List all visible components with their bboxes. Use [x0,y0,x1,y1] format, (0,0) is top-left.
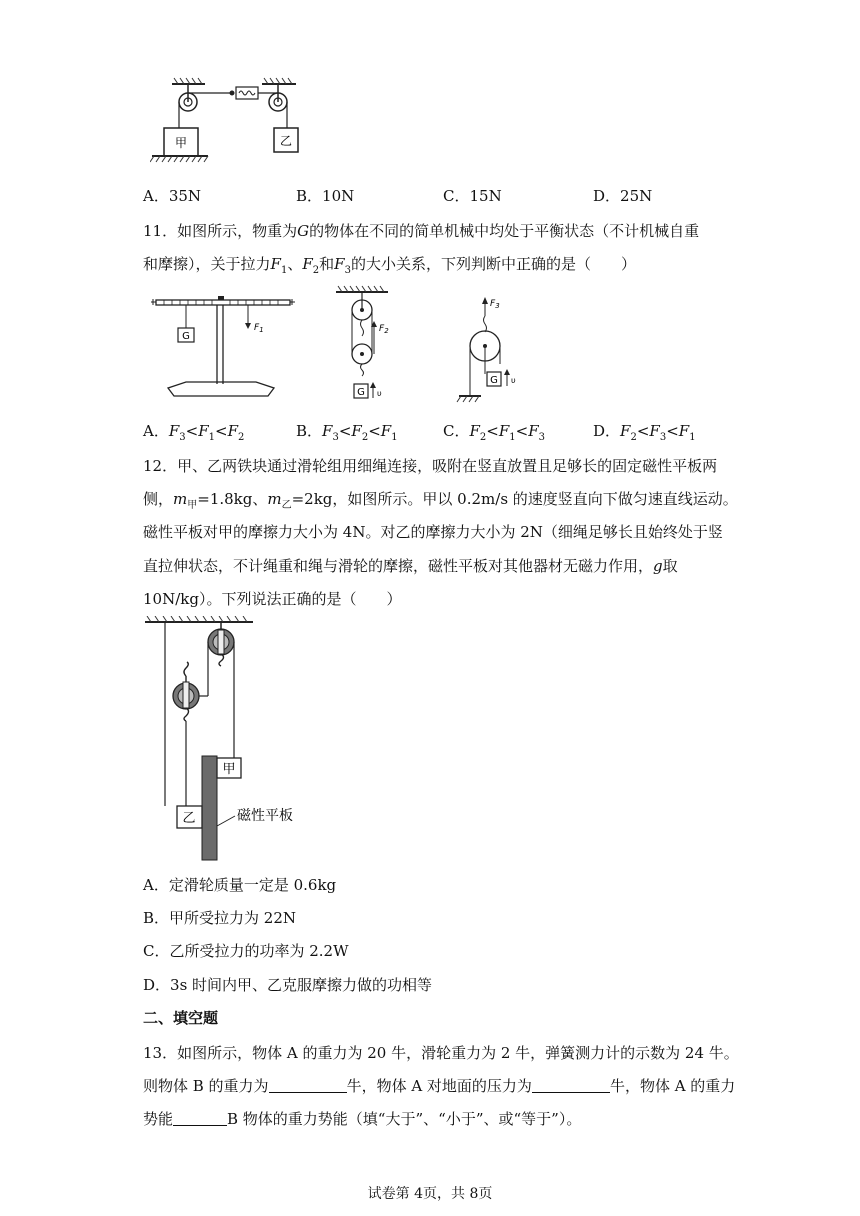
q12-line4: 直拉伸状态，不计绳重和绳与滑轮的摩擦，磁性平板对其他器材无磁力作用，g取 [143,557,678,575]
q12-block-yi: 乙 [182,811,196,826]
q11-lever-weight-label: G [182,331,190,342]
q10-option-b: B．10N [296,187,355,205]
q12-line3: 磁性平板对甲的摩擦力大小为 4N。对乙的摩擦力大小为 2N（细绳足够长且始终处于竖 [143,523,723,541]
q10-option-c: C．15N [443,187,502,205]
q11-f1-label: $F_1$ [254,323,264,334]
q12-board-label: 磁性平板 [237,808,293,824]
q11-lever-figure [148,290,298,400]
q12-figure [143,616,343,866]
q10-block-yi: 乙 [279,134,293,148]
q12-block-jia: 甲 [222,762,236,777]
q10-figure [150,76,310,168]
q10-block-jia: 甲 [174,136,188,150]
q11-movable-pulley-figure [455,294,535,404]
q11-option-d: D．$F_2<F_3<F_1$ [593,422,696,443]
q11-v-label-3: υ [511,376,516,385]
q12-option-d: D．3s 时间内甲、乙克服摩擦力做的功相等 [143,976,433,994]
q12-option-a: A．定滑轮质量一定是 0.6kg [143,876,337,894]
page-footer: 试卷第 4页，共 8页 [367,1186,493,1202]
q13-line2: 则物体 B 的重力为 牛，物体 A 对地面的压力为 牛，物体 A 的重力 [143,1077,736,1095]
q11-v-label-2: υ [377,389,382,398]
q11-movable-weight-label: G [490,375,498,386]
q11-option-c: C．$F_2<F_1<F_3$ [443,422,546,443]
q11-line1: 11．如图所示，物重为G的物体在不同的简单机械中均处于平衡状态（不计机械自重 [143,222,700,240]
q13-blank-2[interactable] [532,1076,610,1093]
q12-option-b: B．甲所受拉力为 22N [143,909,297,927]
q13-line3: 势能 B 物体的重力势能（填“大于”、“小于”、或“等于”）。 [143,1110,582,1128]
q10-option-d: D．25N [593,187,653,205]
q13-blank-1[interactable] [269,1076,347,1093]
q11-pulley-weight-label: G [357,387,365,398]
q11-pulley-block-figure [330,284,410,404]
section-title: 二、填空题 [143,1009,219,1027]
q11-option-a: A．$F_3<F_1<F_2$ [143,422,245,443]
q11-line2: 和摩擦），关于拉力$F_1$、$F_2$和$F_3$的大小关系，下列判断中正确的是（ ） [143,255,636,276]
q12-line1: 12．甲、乙两铁块通过滑轮组用细绳连接，吸附在竖直放置且足够长的固定磁性平板两 [143,457,718,475]
q12-option-c: C．乙所受拉力的功率为 2.2W [143,942,349,960]
q12-line2: 侧，$m_甲=1.8kg$、$m_乙=2kg$，如图所示。甲以 0.2m/s 的速度竖直向下做匀速直线运动。 [143,490,738,511]
q11-f2-label: $F_2$ [379,324,389,335]
q13-blank-3[interactable] [173,1109,227,1126]
q11-f3-label: $F_3$ [490,299,500,310]
q13-line1: 13．如图所示，物体 A 的重力为 20 牛，滑轮重力为 2 牛，弹簧测力计的示数为 24 牛。 [143,1044,739,1062]
q10-option-a: A．35N [143,187,202,205]
q11-option-b: B．$F_3<F_2<F_1$ [296,422,398,443]
q12-line5: 10N/kg）。下列说法正确的是（ ） [143,590,402,608]
